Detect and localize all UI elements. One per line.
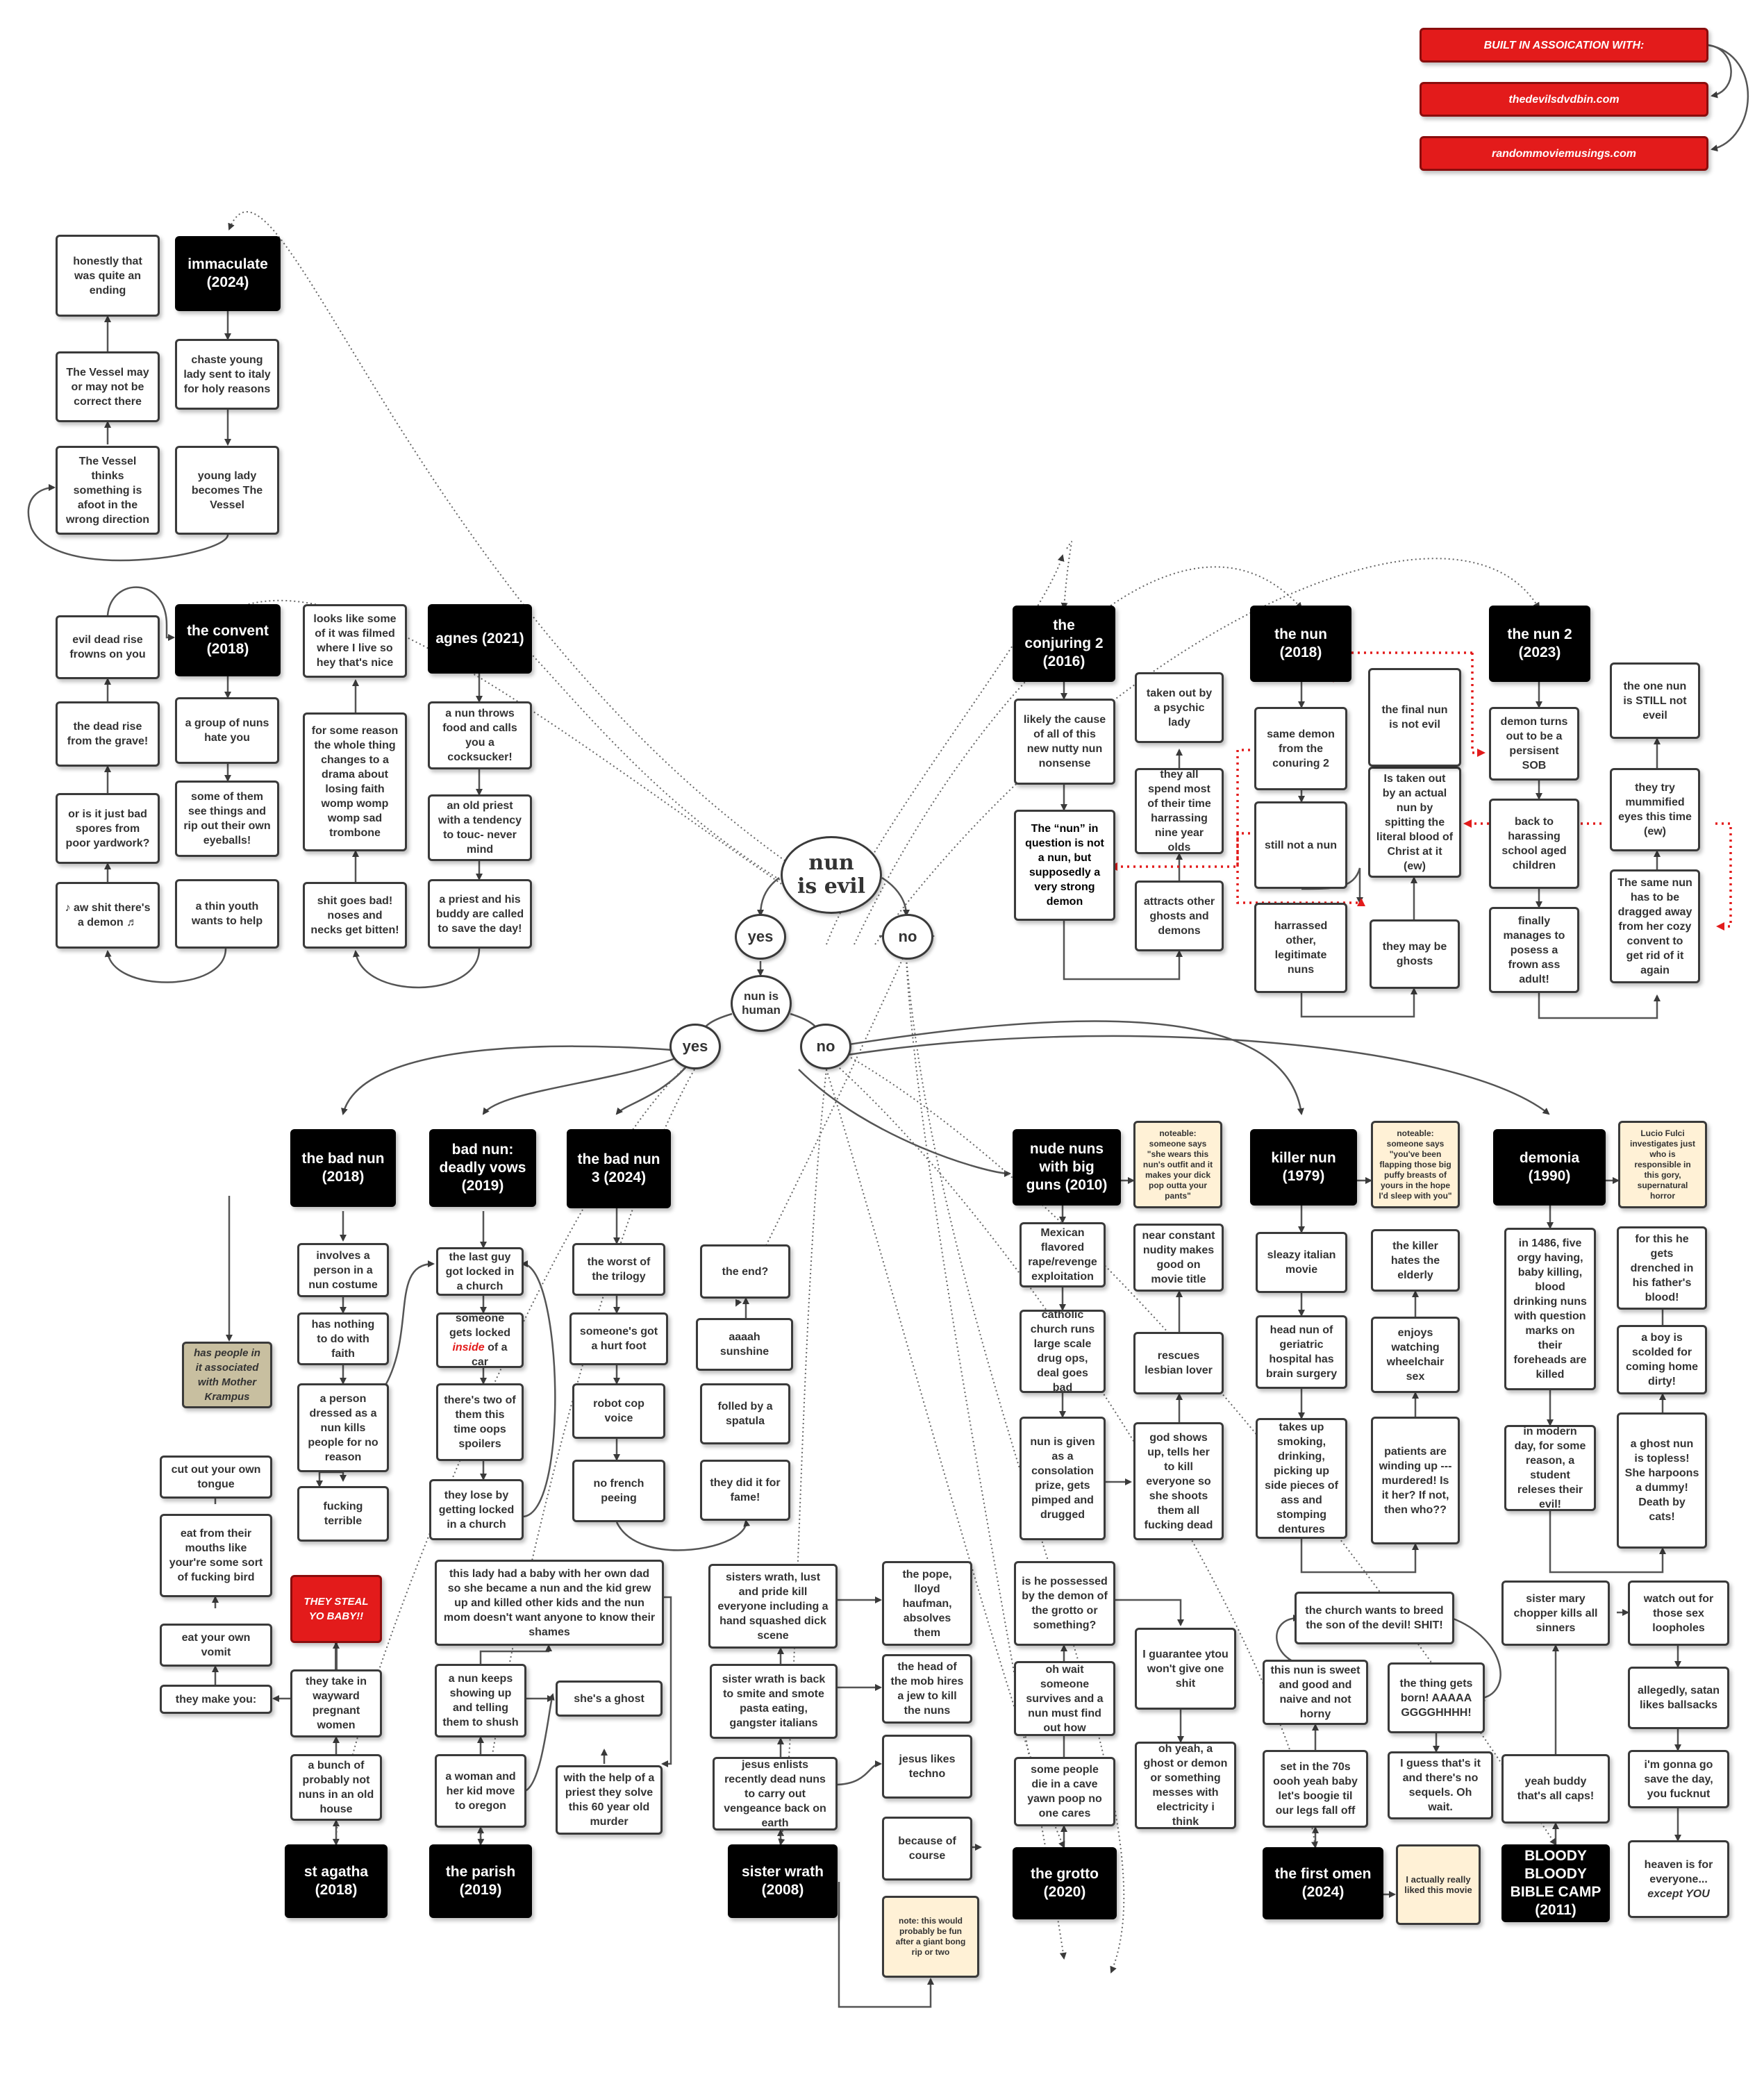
movie-immaculate[interactable]: immaculate (2024): [175, 236, 281, 311]
thenun-node-2: still not a nun: [1254, 801, 1347, 889]
conjuring2-node-5: taken out by a psychic lady: [1135, 672, 1224, 743]
badnun3-node-2: someone's got a hurt foot: [569, 1312, 668, 1365]
biblecamp-node-6-line-2: except YOU: [1647, 1887, 1710, 1900]
decision-no-human[interactable]: no: [800, 1024, 851, 1069]
grotto-node-1: some people die in a cave yawn poop no one cares: [1014, 1757, 1115, 1826]
nudenuns-node-4: god shows up, tells her to kill everyone so she shoots them all fucking dead: [1133, 1422, 1224, 1540]
killernun-node-6: the killer hates the elderly: [1371, 1229, 1460, 1292]
movie-the-parish[interactable]: the parish (2019): [429, 1844, 532, 1918]
sisterwrath-node-5: the head of the mob hires a jew to kill the nuns: [882, 1654, 972, 1724]
demonia-node-5: for this he gets drenched in his father's blood!: [1617, 1226, 1707, 1310]
biblecamp-node-6-line-1: heaven is for everyone...: [1644, 1858, 1713, 1885]
deadlyvows-node-2-text-c: of a car: [471, 1342, 508, 1368]
conjuring2-node-4: they all spend most of their time harrassing nine year olds: [1135, 768, 1224, 854]
movie-conjuring-2[interactable]: the conjuring 2 (2016): [1013, 606, 1115, 682]
demonia-node-4: a boy is scolded for coming home dirty!: [1617, 1325, 1707, 1394]
stagatha-node-6: cut out your own tongue: [160, 1456, 272, 1499]
thenun-node-4: they may be ghosts: [1370, 919, 1460, 989]
immaculate-node-3: The Vessel thinks something is afoot in the wrong direction: [56, 446, 160, 535]
stagatha-node-4: eat your own vomit: [160, 1624, 272, 1667]
movie-bloody-bloody-bible-camp[interactable]: BLOODY BLOODY BIBLE CAMP (2011): [1501, 1844, 1610, 1922]
nudenuns-node-6: near constant nudity makes good on movie title: [1133, 1224, 1224, 1292]
badnun-krampus-note: has people in it associated with Mother Krampus: [182, 1342, 272, 1408]
movie-the-convent[interactable]: the convent (2018): [175, 604, 281, 676]
movie-the-bad-nun[interactable]: the bad nun (2018): [290, 1129, 396, 1207]
movie-nude-nuns-with-big-guns[interactable]: nude nuns with big guns (2010): [1013, 1129, 1121, 1206]
killernun-note: noteable: someone says "you've been flapping those big puffy breasts of yours in the hope I'd sleep with you": [1371, 1121, 1460, 1208]
decision-no-evil[interactable]: no: [882, 914, 933, 960]
deadlyvows-node-2-emphasis: inside: [452, 1342, 485, 1353]
grotto-node-5: oh yeah, a ghost or demon or something messes with electricity i think: [1135, 1742, 1236, 1829]
movie-demonia[interactable]: demonia (1990): [1493, 1129, 1606, 1206]
sisterwrath-node-7: because of course: [882, 1817, 972, 1881]
sisterwrath-note: note: this would probably be fun after a giant bong rip or two: [882, 1896, 979, 1978]
biblecamp-node-3: watch out for those sex loopholes: [1628, 1581, 1729, 1646]
association-link-randommoviemusings[interactable]: randommoviemusings.com: [1420, 136, 1708, 171]
agnes-node-6: looks like some of it was filmed where I live so hey that's nice: [303, 604, 407, 678]
thenun2-node-4: The same nun has to be dragged away from her cozy convent to get rid of it again: [1610, 869, 1700, 983]
convent-node-6: the dead rise from the grave!: [56, 701, 160, 767]
sisterwrath-node-3: sisters wrath, lust and pride kill everyone including a hand squashed dick scene: [708, 1564, 838, 1649]
movie-agnes[interactable]: agnes (2021): [428, 604, 532, 674]
movie-st-agatha[interactable]: st agatha (2018): [285, 1844, 388, 1918]
stagatha-node-5: eat from their mouths like your're some sort of fucking bird: [160, 1514, 272, 1597]
demonia-note: Lucio Fulci investigates just who is responsible in this gory, supernatural horror: [1618, 1121, 1707, 1208]
parish-node-2: a nun keeps showing up and telling them to shush: [435, 1664, 526, 1737]
parish-node-4: with the help of a priest they solve this 60 year old murder: [556, 1765, 663, 1835]
badnun-node-1: involves a person in a nun costume: [297, 1243, 389, 1297]
convent-node-7: evil dead rise frowns on you: [56, 615, 160, 679]
badnun3-node-5: they did it for fame!: [700, 1460, 790, 1521]
sisterwrath-node-6: jesus likes techno: [882, 1735, 972, 1799]
deadlyvows-node-2: [436, 1312, 524, 1368]
grotto-node-2: oh wait someone survives and a nun must find out how: [1014, 1661, 1115, 1736]
agnes-node-2: an old priest with a tendency to touc- never mind: [428, 794, 532, 861]
stagatha-node-2: they take in wayward pregnant women: [290, 1669, 382, 1737]
sisterwrath-node-2: sister wrath is back to smite and smote pasta eating, gangster italians: [710, 1664, 838, 1739]
convent-node-3: a thin youth wants to help: [175, 879, 279, 949]
killernun-node-5: enjoys watching wheelchair sex: [1371, 1317, 1460, 1393]
firstomen-node-5: I guess that's it and there's no sequels. Oh wait.: [1388, 1751, 1493, 1819]
immaculate-node-4: The Vessel may or may not be correct there: [56, 351, 160, 422]
movie-the-nun-2[interactable]: the nun 2 (2023): [1489, 606, 1590, 682]
firstomen-node-1: set in the 70s oooh yeah baby let's boogie til our legs fall off: [1263, 1750, 1368, 1828]
movie-the-first-omen[interactable]: the first omen (2024): [1263, 1847, 1383, 1919]
biblecamp-node-6: [1628, 1840, 1729, 1918]
convent-node-5: or is it just bad spores from poor yardwork?: [56, 793, 160, 864]
stagatha-steal-warning: THEY STEAL YO BABY!!: [290, 1575, 382, 1643]
thenun2-node-2: back to harassing school aged children: [1489, 799, 1579, 889]
agnes-node-1: a nun throws food and calls you a cocksucker!: [428, 701, 532, 769]
thenun2-node-1: demon turns out to be a persisent SOB: [1489, 707, 1579, 781]
movie-the-grotto[interactable]: the grotto (2020): [1013, 1847, 1117, 1919]
agnes-node-4: shit goes bad! noses and necks get bitten!: [303, 882, 407, 949]
conjuring2-node-2: The “nun” in question is not a nun, but supposedly a very strong demon: [1014, 810, 1115, 921]
sisterwrath-node-1: jesus enlists recently dead nuns to carry out vengeance back on earth: [713, 1757, 838, 1831]
killernun-node-4: patients are winding up --- murdered! Is it her? If not, then who??: [1371, 1417, 1460, 1544]
nudenuns-node-5: rescues lesbian lover: [1133, 1332, 1224, 1394]
immaculate-node-5: honestly that was quite an ending: [56, 235, 160, 317]
killernun-node-2: head nun of geriatric hospital has brain surgery: [1256, 1315, 1347, 1389]
convent-node-2: some of them see things and rip out their own eyeballs!: [175, 781, 279, 857]
immaculate-node-2: young lady becomes The Vessel: [175, 446, 279, 535]
movie-sister-wrath[interactable]: sister wrath (2008): [728, 1844, 838, 1918]
thenun-node-6: the final nun is not evil: [1368, 668, 1461, 767]
convent-node-4: ♪ aw shit there's a demon ♬: [56, 882, 160, 949]
movie-bad-nun-deadly-vows[interactable]: bad nun: deadly vows (2019): [429, 1129, 536, 1207]
firstomen-note: I actually really liked this movie: [1396, 1844, 1481, 1925]
sisterwrath-node-4: the pope, lloyd haufman, absolves them: [882, 1561, 972, 1646]
biblecamp-node-5: i'm gonna go save the day, you fucknut: [1628, 1750, 1729, 1808]
decision-yes-human[interactable]: yes: [669, 1024, 721, 1069]
thenun2-node-5: they try mummified eyes this time (ew): [1610, 768, 1700, 851]
firstomen-node-2: this nun is sweet and good and naive and not horny: [1263, 1660, 1368, 1725]
firstomen-node-3: the church wants to breed the son of the devil! SHIT!: [1295, 1592, 1454, 1644]
grotto-node-3: is he possessed by the demon of the grotto or something?: [1014, 1561, 1115, 1646]
deadlyvows-node-1: the last guy got locked in a church: [436, 1247, 524, 1296]
badnun-node-4: fucking terrible: [297, 1486, 389, 1542]
flowchart-title: [781, 836, 882, 914]
conjuring2-node-3: attracts other ghosts and demons: [1135, 881, 1224, 951]
thenun-node-5: Is taken out by an actual nun by spitting the literal blood of Christ at it (ew): [1368, 767, 1461, 878]
killernun-node-3: takes up smoking, drinking, picking up side pieces of ass and stomping dentures: [1256, 1418, 1347, 1539]
demonia-node-1: in 1486, five orgy having, baby killing, blood drinking nuns with question marks on their foreheads are killed: [1504, 1228, 1596, 1390]
grotto-node-4: I guarantee ytou won't give one shit: [1135, 1628, 1236, 1710]
convent-node-1: a group of nuns hate you: [175, 697, 279, 764]
association-link-devilsdvdbin[interactable]: thedevilsdvdbin.com: [1420, 82, 1708, 117]
movie-killer-nun[interactable]: killer nun (1979): [1250, 1129, 1357, 1206]
deadlyvows-node-2-text-a: someone gets locked: [449, 1312, 511, 1339]
stagatha-node-1: a bunch of probably not nuns in an old house: [290, 1754, 382, 1821]
badnun3-node-7: aaaah sunshine: [696, 1318, 793, 1371]
badnun-node-3: a person dressed as a nun kills people for no reason: [297, 1383, 389, 1472]
demonia-node-2: in modern day, for some reason, a student releses their evil!: [1504, 1425, 1596, 1511]
thenun-node-3: harrassed other, legitimate nuns: [1254, 903, 1347, 993]
firstomen-node-4: the thing gets born! AAAAA GGGGHHHH!: [1388, 1662, 1485, 1733]
killernun-node-1: sleazy italian movie: [1256, 1232, 1347, 1293]
conjuring2-node-1: likely the cause of all of this new nutty nun nonsense: [1014, 699, 1115, 785]
movie-the-bad-nun-3[interactable]: the bad nun 3 (2024): [567, 1129, 671, 1208]
parish-node-3: she's a ghost: [556, 1681, 663, 1717]
parish-node-5: this lady had a baby with her own dad so she became a nun and the kid grew up and killed other kids and the nun mom doesn't want anyone to know their shames: [435, 1560, 664, 1646]
nudenuns-node-1: Mexican flavored rape/revenge exploitation: [1020, 1222, 1106, 1287]
thenun-node-1: same demon from the conuring 2: [1254, 707, 1347, 790]
decision-nun-is-human: nun is human: [731, 975, 792, 1032]
nudenuns-node-3: nun is given as a consolation prize, gets pimped and drugged: [1020, 1417, 1106, 1540]
association-header: BUILT IN ASSOICATION WITH:: [1420, 28, 1708, 62]
biblecamp-node-1: yeah buddy that's all caps!: [1501, 1754, 1610, 1824]
thenun2-node-3: finally manages to posess a frown ass adult!: [1489, 907, 1579, 993]
thenun2-node-6: the one nun is STILL not eveil: [1610, 662, 1700, 739]
agnes-node-3: a priest and his buddy are called to save the day!: [428, 879, 532, 949]
deadlyvows-node-4: they lose by getting locked in a church: [429, 1479, 524, 1540]
badnun3-node-3: robot cop voice: [572, 1383, 665, 1439]
biblecamp-node-2: sister mary chopper kills all sinners: [1501, 1581, 1610, 1646]
badnun3-node-8: the end?: [700, 1244, 790, 1299]
badnun3-node-4: no french peeing: [572, 1460, 665, 1522]
badnun3-node-1: the worst of the trilogy: [572, 1243, 665, 1296]
immaculate-node-1: chaste young lady sent to italy for holy reasons: [175, 339, 279, 410]
agnes-node-5: for some reason the whole thing changes to a drama about losing faith womp womp womp sad trombone: [303, 712, 407, 851]
title-line-2: is evil: [797, 874, 866, 899]
deadlyvows-node-3: there's two of them this time oops spoilers: [436, 1383, 524, 1461]
stagatha-node-3: they make you:: [160, 1685, 272, 1714]
title-line-1: nun: [808, 851, 854, 875]
nudenuns-note: noteable: someone says "she wears this nun's outfit and it makes your dick pop outta your pants": [1133, 1121, 1222, 1208]
demonia-node-3: a ghost nun is topless! She harpoons a dummy! Death by cats!: [1617, 1412, 1707, 1549]
badnun-node-2: has nothing to do with faith: [297, 1312, 389, 1365]
badnun3-node-6: folled by a spatula: [700, 1383, 790, 1444]
biblecamp-node-4: allegedly, satan likes ballsacks: [1628, 1667, 1729, 1729]
parish-node-1: a woman and her kid move to oregon: [435, 1754, 526, 1828]
nudenuns-node-2: catholic church runs large scale drug ops, deal goes bad: [1020, 1310, 1106, 1393]
decision-yes-evil[interactable]: yes: [735, 914, 786, 960]
movie-the-nun[interactable]: the nun (2018): [1250, 606, 1351, 682]
